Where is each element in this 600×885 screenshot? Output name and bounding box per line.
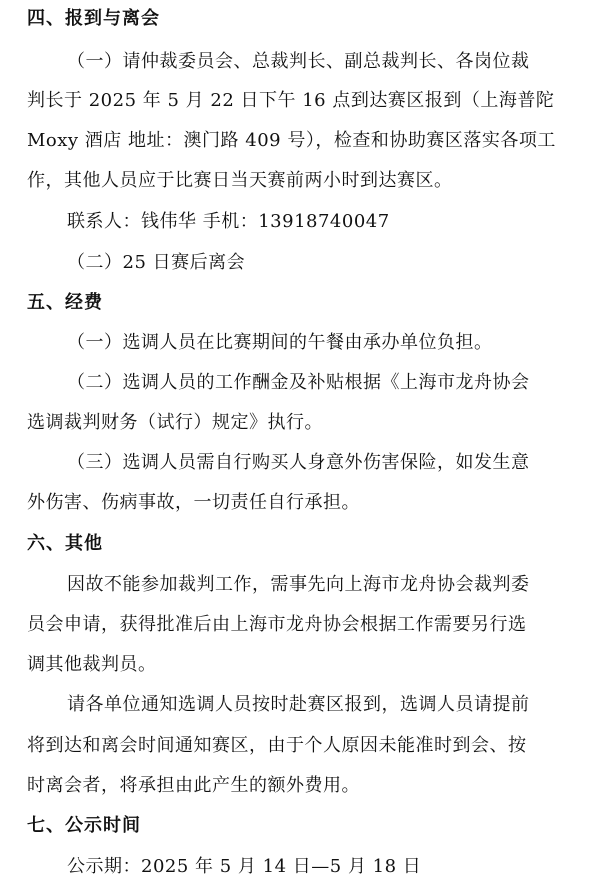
paragraph-line: （三）选调人员需自行购买人身意外伤害保险，如发生意: [67, 452, 530, 473]
paragraph-line: 调其他裁判员。: [27, 654, 157, 675]
section-heading-other: 六、其他: [27, 533, 103, 554]
section-heading-expenses: 五、经费: [27, 292, 103, 313]
paragraph-line: Moxy 酒店 地址：澳门路 409 号），检查和协助赛区落实各项工: [27, 130, 556, 151]
paragraph-line: 作，其他人员应于比赛日当天赛前两小时到达赛区。: [27, 170, 453, 191]
publicity-period: 公示期：2025 年 5 月 14 日—5 月 18 日: [67, 856, 422, 877]
section-heading-registration: 四、报到与离会: [27, 8, 160, 29]
paragraph-line: 外伤害、伤病事故，一切责任自行承担。: [27, 492, 360, 513]
paragraph-line: （二）25 日赛后离会: [67, 252, 246, 273]
paragraph-line: 因故不能参加裁判工作，需事先向上海市龙舟协会裁判委: [67, 574, 530, 595]
paragraph-line: （一）选调人员在比赛期间的午餐由承办单位负担。: [67, 332, 493, 353]
paragraph-line: （二）选调人员的工作酬金及补贴根据《上海市龙舟协会: [67, 372, 530, 393]
paragraph-line: 选调裁判财务（试行）规定》执行。: [27, 412, 323, 433]
paragraph-line: 将到达和离会时间通知赛区，由于个人原因未能准时到会、按: [27, 735, 527, 756]
paragraph-line: 请各单位通知选调人员按时赴赛区报到，选调人员请提前: [67, 694, 530, 715]
paragraph-line: 员会申请，获得批准后由上海市龙舟协会根据工作需要另行选: [27, 614, 527, 635]
paragraph-line: 时离会者，将承担由此产生的额外费用。: [27, 775, 360, 796]
section-heading-publicity: 七、公示时间: [27, 815, 141, 836]
paragraph-line: （一）请仲裁委员会、总裁判长、副总裁判长、各岗位裁: [67, 51, 530, 72]
paragraph-line: 判长于 2025 年 5 月 22 日下午 16 点到达赛区报到（上海普陀: [27, 90, 555, 111]
contact-line: 联系人：钱伟华 手机：13918740047: [67, 211, 390, 232]
